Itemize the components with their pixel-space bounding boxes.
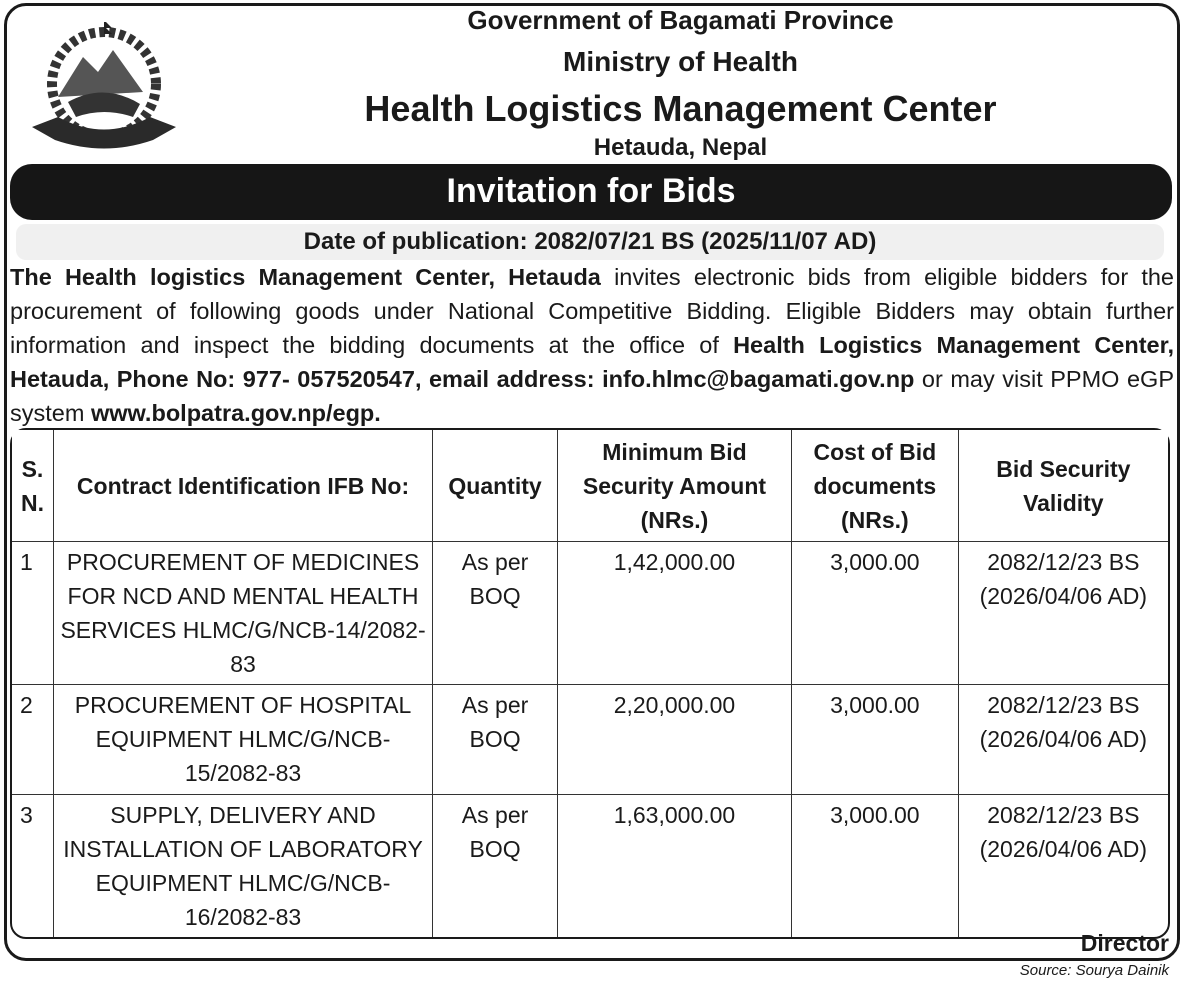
header-validity: Bid Security Validity bbox=[959, 430, 1168, 542]
cell-contract: SUPPLY, DELIVERY AND INSTALLATION OF LABORATORY EQUIPMENT HLMC/G/NCB-16/2082-83 bbox=[54, 795, 433, 937]
cell-cost: 3,000.00 bbox=[792, 685, 959, 795]
cell-security: 1,42,000.00 bbox=[558, 542, 792, 685]
intro-paragraph bbox=[10, 260, 1174, 430]
table-row bbox=[12, 685, 1168, 795]
bids-table bbox=[10, 428, 1170, 939]
center-name: Health Logistics Management Center bbox=[364, 88, 997, 129]
header-quantity: Quantity bbox=[433, 430, 558, 542]
cell-security: 1,63,000.00 bbox=[558, 795, 792, 937]
cell-sn: 1 bbox=[12, 542, 54, 685]
location: Hetauda, Nepal bbox=[593, 134, 768, 161]
cell-cost: 3,000.00 bbox=[792, 795, 959, 937]
egp-link[interactable]: www.bolpatra.gov.np/egp. bbox=[90, 400, 381, 426]
header-sn: S. N. bbox=[12, 430, 54, 542]
cell-contract: PROCUREMENT OF HOSPITAL EQUIPMENT HLMC/G/NCB-15/2082-83 bbox=[54, 685, 433, 795]
header-contract: Contract Identification IFB No: bbox=[54, 430, 433, 542]
cell-quantity: As per BOQ bbox=[433, 685, 558, 795]
intro-text-2: or may visit PPMO eGP system bbox=[10, 366, 1174, 426]
cell-cost: 3,000.00 bbox=[792, 542, 959, 685]
cell-validity: 2082/12/23 BS (2026/04/06 AD) bbox=[959, 542, 1168, 685]
cell-sn: 3 bbox=[12, 795, 54, 937]
cell-sn: 2 bbox=[12, 685, 54, 795]
intro-bold-1: The Health logistics Management Center, Hetauda bbox=[10, 264, 601, 290]
intro-bold-2: Health Logistics Management Center, Hetauda, Phone No: 977- 057520547, email address: info.hlmc@bagamati.gov.np bbox=[10, 332, 1175, 392]
header-security: Minimum Bid Security Amount (NRs.) bbox=[558, 430, 792, 542]
cell-validity: 2082/12/23 BS (2026/04/06 AD) bbox=[959, 685, 1168, 795]
source-credit: Source: Sourya Dainik bbox=[1019, 962, 1169, 979]
government-name: Government of Bagamati Province bbox=[467, 5, 894, 35]
table-row bbox=[12, 542, 1168, 685]
table-header-row bbox=[12, 430, 1168, 542]
nepal-emblem-logo bbox=[28, 22, 180, 152]
cell-quantity: As per BOQ bbox=[433, 795, 558, 937]
intro-text-1: invites electronic bids from eligible bidders for the procurement of following goods under National Competitive Bidding. Eligible Bidders may obtain further information and inspect the bidding documents at the office of bbox=[10, 264, 1174, 358]
cell-security: 2,20,000.00 bbox=[558, 685, 792, 795]
signatory: Director bbox=[1080, 930, 1169, 956]
table-row bbox=[12, 795, 1168, 937]
cell-quantity: As per BOQ bbox=[433, 542, 558, 685]
cell-contract: PROCUREMENT OF MEDICINES FOR NCD AND MENTAL HEALTH SERVICES HLMC/G/NCB-14/2082-83 bbox=[54, 542, 433, 685]
notice-title: Invitation for Bids bbox=[10, 164, 1172, 220]
ministry-name: Ministry of Health bbox=[563, 46, 798, 77]
publication-date: Date of publication: 2082/07/21 BS (2025/11/07 AD) bbox=[16, 224, 1164, 260]
header-cost: Cost of Bid documents (NRs.) bbox=[792, 430, 959, 542]
cell-validity: 2082/12/23 BS (2026/04/06 AD) bbox=[979, 802, 1148, 862]
